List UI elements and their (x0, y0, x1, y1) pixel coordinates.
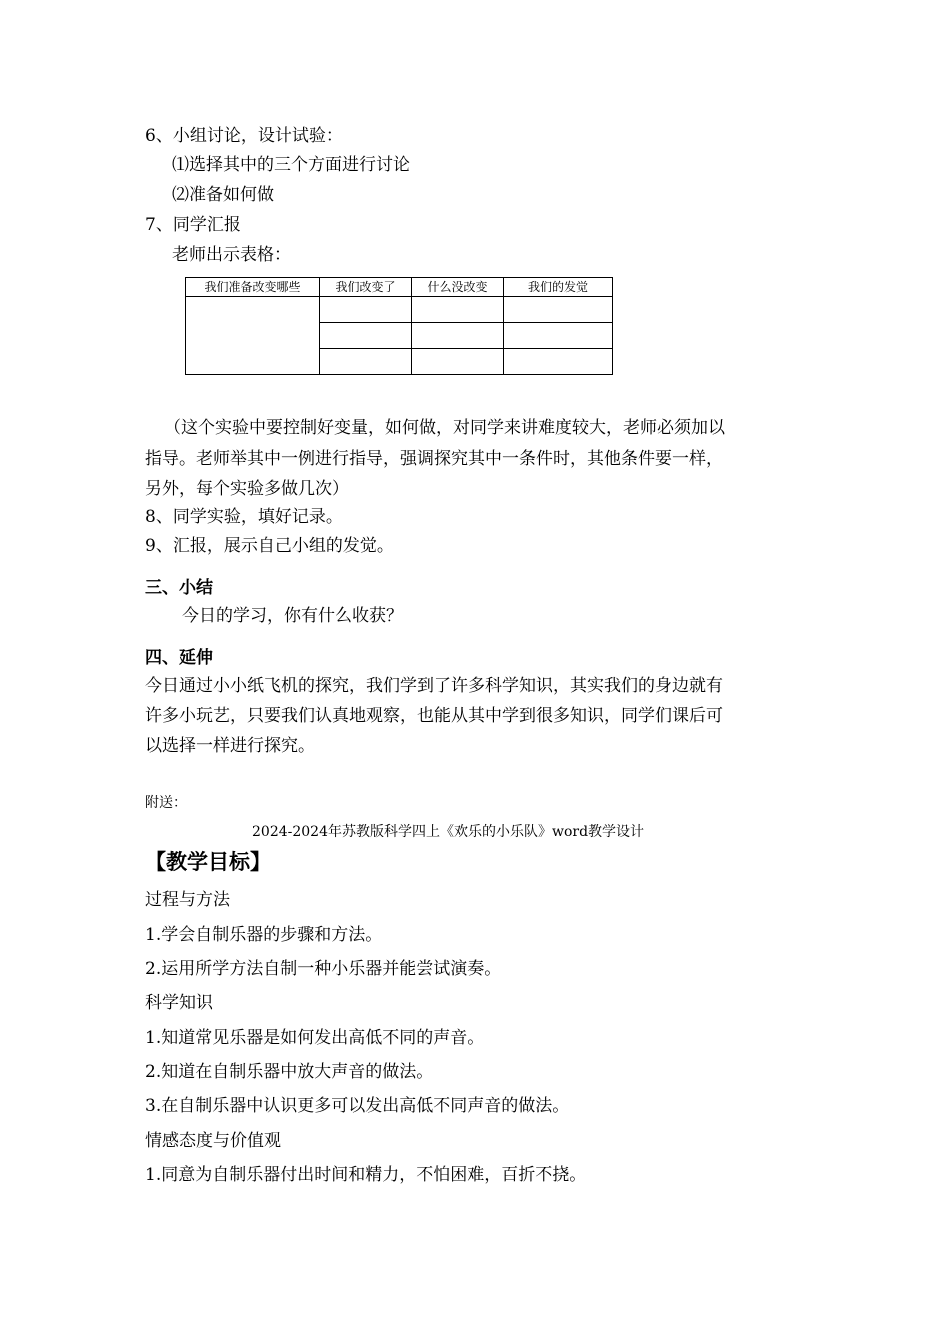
step-6-item-1: ⑴选择其中的三个方面进行讨论 (172, 155, 410, 175)
section-extension-heading: 四、延伸 (145, 648, 213, 668)
goal-item: 1.学会自制乐器的步骤和方法。 (145, 925, 383, 945)
table-header: 什么没改变 (412, 278, 504, 297)
table-header: 我们改变了 (320, 278, 412, 297)
goal-item: 2.知道在自制乐器中放大声音的做法。 (145, 1062, 434, 1082)
goal-group-1: 过程与方法 (145, 890, 230, 910)
step-7-note: 老师出示表格： (172, 245, 291, 265)
attachment-label: 附送： (145, 795, 187, 811)
table-cell (320, 323, 412, 349)
table-cell (412, 297, 504, 323)
attachment-title: 2024-2024年苏教版科学四上《欢乐的小乐队》word教学设计 (252, 824, 645, 840)
goal-item: 1.同意为自制乐器付出时间和精力，不怕困难，百折不挠。 (145, 1165, 587, 1185)
table-cell (320, 349, 412, 375)
table-header: 我们的发觉 (504, 278, 613, 297)
goal-item: 3.在自制乐器中认识更多可以发出高低不同声音的做法。 (145, 1096, 570, 1116)
table-cell (320, 297, 412, 323)
extension-line-3: 以选择一样进行探究。 (145, 736, 315, 756)
table-cell (186, 297, 320, 375)
note-line-3: 另外，每个实验多做几次） (145, 479, 349, 499)
goal-group-2: 科学知识 (145, 993, 213, 1013)
table-cell (504, 297, 613, 323)
step-7: 7、同学汇报 (145, 215, 241, 235)
goal-item: 2.运用所学方法自制一种小乐器并能尝试演奏。 (145, 959, 502, 979)
section-summary-heading: 三、小结 (145, 578, 213, 598)
record-table (185, 277, 613, 375)
note-line-2: 指导。老师举其中一例进行指导，强调探究其中一条件时，其他条件要一样， (145, 449, 723, 469)
table-cell (504, 323, 613, 349)
step-9: 9、汇报，展示自己小组的发觉。 (145, 536, 394, 556)
extension-line-2: 许多小玩艺，只要我们认真地观察，也能从其中学到很多知识，同学们课后可 (145, 706, 723, 726)
goal-item: 1.知道常见乐器是如何发出高低不同的声音。 (145, 1028, 485, 1048)
table-cell (412, 323, 504, 349)
summary-text: 今日的学习，你有什么收获？ (182, 606, 403, 626)
goal-group-3: 情感态度与价值观 (145, 1131, 281, 1151)
table-cell (504, 349, 613, 375)
goals-heading: 【教学目标】 (145, 850, 271, 874)
extension-line-1: 今日通过小小纸飞机的探究，我们学到了许多科学知识，其实我们的身边就有 (145, 676, 723, 696)
table-header: 我们准备改变哪些 (186, 278, 320, 297)
note-line-1: （这个实验中要控制好变量，如何做，对同学来讲难度较大，老师必须加以 (164, 418, 725, 438)
step-6: 6、小组讨论，设计试验： (145, 126, 343, 146)
table-cell (412, 349, 504, 375)
step-8: 8、同学实验，填好记录。 (145, 507, 343, 527)
step-6-item-2: ⑵准备如何做 (172, 185, 274, 205)
